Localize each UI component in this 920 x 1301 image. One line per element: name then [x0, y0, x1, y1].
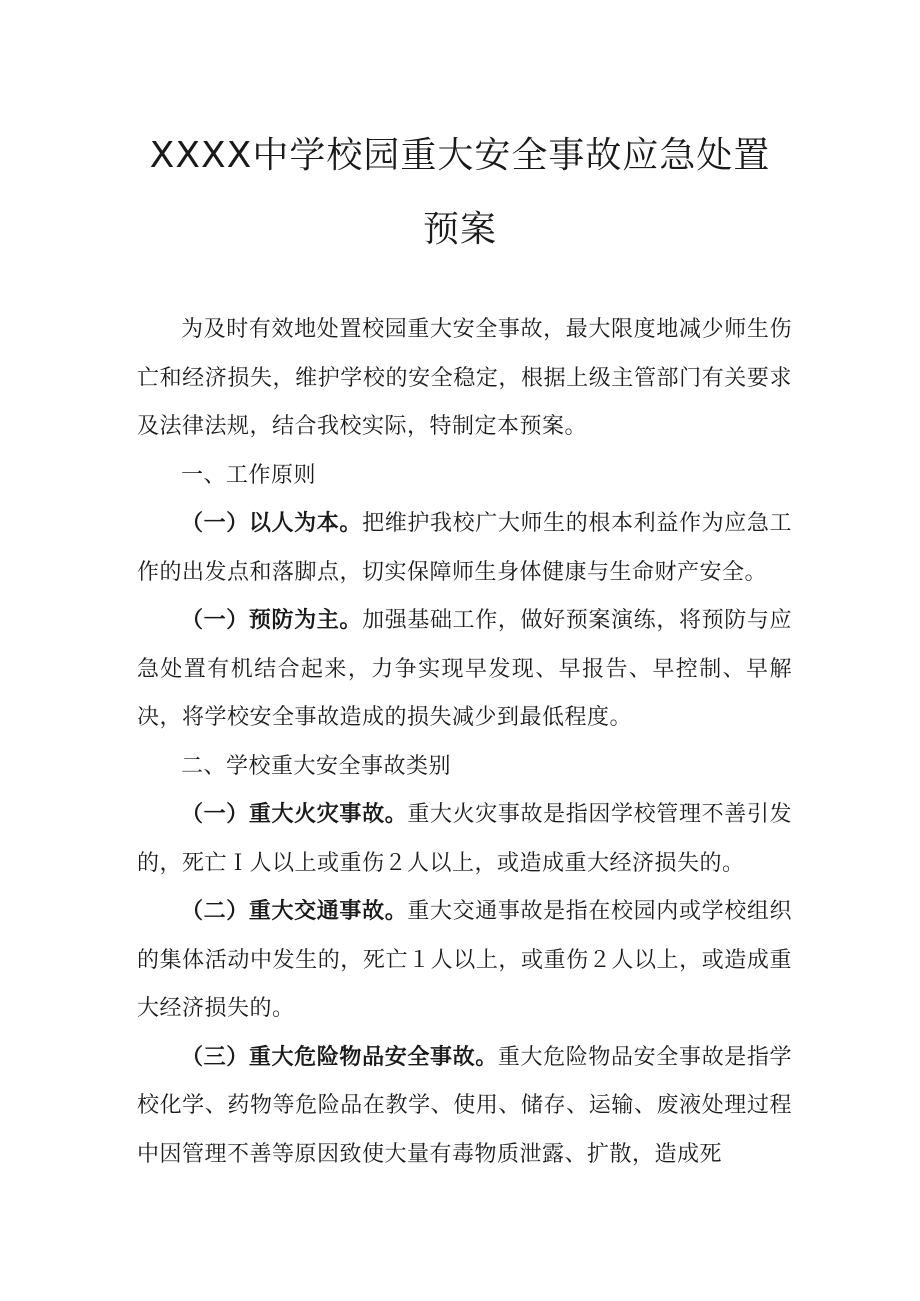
section-2-item-3 — [137, 1034, 792, 1180]
document-title-line-2: 预案 — [422, 209, 497, 250]
document-title-line-1: XXXX中学校园重大安全事故应急处置 — [149, 135, 771, 176]
section-2-item-2-text: 重大交通事故是指在校园内或学校组织的集体活动中发生的，死亡１人以上，或重伤２人以上，或造成重大经济损失的。 — [137, 899, 792, 1021]
section-1-item-1-lead: （一）以人为本。 — [181, 511, 363, 536]
section-1-item-2-lead: （一）预防为主。 — [181, 608, 363, 633]
section-1-item-1-text: 把维护我校广大师生的根本利益作为应急工作的出发点和落脚点，切实保障师生身体健康与生命财产安全。 — [137, 511, 792, 585]
section-1-item-1 — [137, 500, 792, 597]
section-2-item-3-text: 重大危险物品安全事故是指学校化学、药物等危险品在教学、使用、储存、运输、废液处理过程中因管理不善等原因致使大量有毒物质泄露、扩散，造成死 — [137, 1044, 792, 1167]
section-2-heading: 二、学校重大安全事故类别 — [181, 753, 452, 779]
section-2-item-3-lead: （三）重大危险物品安全事故。 — [181, 1044, 498, 1070]
section-1-item-2-text: 加强基础工作，做好预案演练，将预防与应急处置有机结合起来，力争实现早发现、早报告、早控制、早解决，将学校安全事故造成的损失减少到最低程度。 — [137, 608, 792, 730]
section-1-heading: 一、工作原则 — [181, 462, 317, 488]
section-2-item-2 — [137, 888, 792, 1034]
section-2-item-1 — [137, 791, 792, 888]
document-body — [137, 306, 792, 1179]
section-1-item-2 — [137, 597, 792, 743]
section-2-item-1-lead: （一）重大火灾事故。 — [181, 802, 408, 827]
intro-paragraph: 为及时有效地处置校园重大安全事故，最大限度地减少师生伤亡和经济损失，维护学校的安全稳定，根据上级主管部门有关要求及法律法规，结合我校实际，特制定本预案。 — [137, 317, 792, 439]
section-2-item-1-text: 重大火灾事故是指因学校管理不善引发的，死亡Ｉ人以上或重伤２人以上，或造成重大经济损失的。 — [137, 802, 792, 876]
section-2-item-2-lead: （二）重大交通事故。 — [181, 899, 408, 924]
